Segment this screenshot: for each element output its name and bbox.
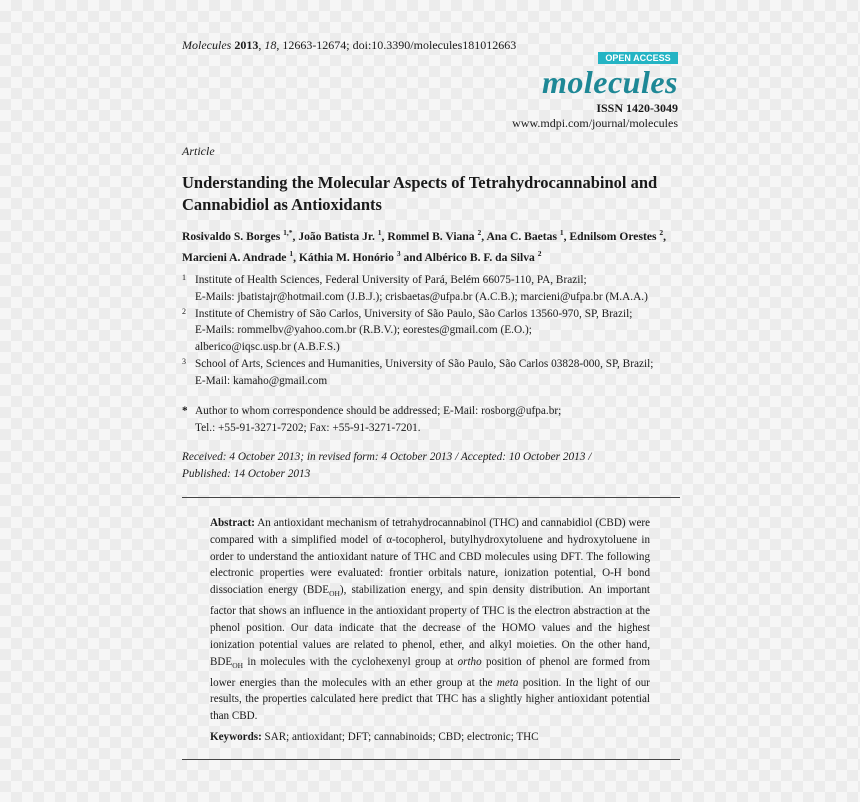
affiliation-line: Institute of Health Sciences, Federal University of Pará, Belém 66075-110, PA, Brazil;	[195, 274, 587, 286]
author-separator: ,	[381, 229, 388, 243]
abstract-label: Abstract:	[210, 517, 255, 529]
author-name: Rosivaldo S. Borges	[182, 229, 281, 243]
author-name: Káthia M. Honório	[298, 250, 394, 264]
author-separator: ,	[663, 229, 667, 243]
journal-name: molecules	[541, 64, 678, 100]
affiliation-line: E-Mail: kamaho@gmail.com	[195, 374, 328, 387]
top-divider	[182, 497, 680, 498]
affiliation-item	[182, 272, 682, 306]
author-affiliation-mark: 1	[289, 248, 294, 258]
keywords	[210, 731, 650, 743]
author-separator: ,	[481, 229, 487, 243]
citation-volume: 18	[264, 38, 277, 52]
affiliation-line: alberico@iqsc.usp.br (A.B.F.S.)	[195, 341, 340, 354]
author-separator: ,	[563, 229, 570, 243]
article-type: Article	[182, 144, 215, 158]
author-separator: ,	[293, 250, 299, 264]
affiliation-item	[182, 306, 682, 356]
affiliation-number: 1	[182, 273, 186, 282]
dates-line: Published: 14 October 2013	[182, 467, 311, 480]
affiliation-line: E-Mails: jbatistajr@hotmail.com (J.B.J.); crisbaetas@ufpa.br (A.C.B.); marcieni@ufpa.br (M.A.A.)	[195, 290, 648, 303]
journal-url[interactable]: www.mdpi.com/journal/molecules	[512, 116, 678, 130]
correspondence-line: Author to whom correspondence should be addressed; E-Mail: rosborg@ufpa.br;	[195, 405, 562, 417]
author-affiliation-mark: 3	[396, 248, 401, 258]
affiliation-line: E-Mails: rommelbv@yahoo.com.br (R.B.V.); eorestes@gmail.com (E.O.);	[195, 324, 532, 337]
affiliation-line: School of Arts, Sciences and Humanities, University of São Paulo, São Carlos 03828-000, SP, Brazil;	[195, 357, 654, 370]
citation-year: 2013	[234, 38, 259, 52]
author-separator: and	[400, 250, 425, 264]
author-separator: ,	[292, 229, 299, 243]
citation-line: Molecules 2013, 18, 12663-12674; doi:10.3390/molecules181012663	[182, 38, 517, 52]
author-affiliation-mark: 2	[537, 248, 542, 258]
affiliations	[182, 272, 682, 390]
issn: ISSN 1420-3049	[596, 101, 678, 115]
author-name: Marcieni A. Andrade	[182, 250, 287, 264]
correspondence	[182, 403, 682, 437]
dates-line: Received: 4 October 2013; in revised form: 4 October 2013 / Accepted: 10 October 2013 /	[182, 451, 592, 463]
author-name: Albérico B. F. da Silva	[424, 250, 535, 264]
author-affiliation-mark: 2	[659, 228, 664, 237]
correspondence-mark: *	[182, 405, 188, 417]
affiliation-item	[182, 356, 682, 390]
open-access-badge: OPEN ACCESS	[598, 52, 678, 64]
author-name: João Batista Jr.	[298, 229, 375, 243]
citation-doi: , 12663-12674; doi:10.3390/molecules181012663	[276, 38, 517, 52]
bottom-divider	[182, 759, 680, 760]
keywords-text: SAR; antioxidant; DFT; cannabinoids; CBD; electronic; THC	[261, 731, 539, 743]
citation-journal: Molecules	[182, 38, 232, 52]
keywords-label: Keywords:	[210, 731, 262, 743]
abstract: Abstract: An antioxidant mechanism of tetrahydrocannabinol (THC) and cannabidiol (CBD) were compared with a simplified model of α-tocopherol, butylhydroxytoluene and hydroxytoluene in order to understand the antioxidant nature of THC and CBD molecules using DFT. The following electronic properties were evaluated: frontier orbitals nature, ionization potential, O-H bond dissociation energy $(BDE_{OH})$, stabilization energy, and spin density distribution. An important factor that shows an influence in the antioxidant property of THC is the electron abstraction at the phenol position. Our data indicate that the decrease of the HOMO values and the highest ionization potential values are related to phenol, ether, and alkyl moieties. On the other hand, $BDE_{OH}$ in molecules with the cyclohexenyl group at ortho position of phenol are formed from lower energies than the molecules with an ether group at the meta position. In the light of our results, the properties calculated here predict that THC has a slightly higher antioxidant potential than CBD.	[210, 517, 650, 723]
author-affiliation-mark: 2	[477, 228, 482, 237]
author-affiliation-mark: 1	[377, 228, 382, 237]
author-affiliation-mark: 1,*	[283, 228, 293, 237]
publication-dates	[182, 449, 682, 482]
author-affiliation-mark: 1	[559, 228, 564, 237]
author-name: Rommel B. Viana	[387, 229, 475, 243]
affiliation-line: Institute of Chemistry of São Carlos, University of São Paulo, São Carlos 13560-970, SP, Brazil;	[195, 307, 633, 320]
author-name: Ana C. Baetas	[486, 229, 557, 243]
author-list	[182, 224, 682, 266]
affiliation-number: 2	[182, 306, 186, 316]
author-name: Ednilsom Orestes	[569, 229, 657, 243]
affiliation-number: 3	[182, 356, 186, 366]
article-title: Understanding the Molecular Aspects of Tetrahydrocannabinol and Cannabidiol as Antioxidants	[182, 173, 658, 214]
correspondence-line: Tel.: +55-91-3271-7202; Fax: +55-91-3271-7201.	[195, 421, 421, 434]
